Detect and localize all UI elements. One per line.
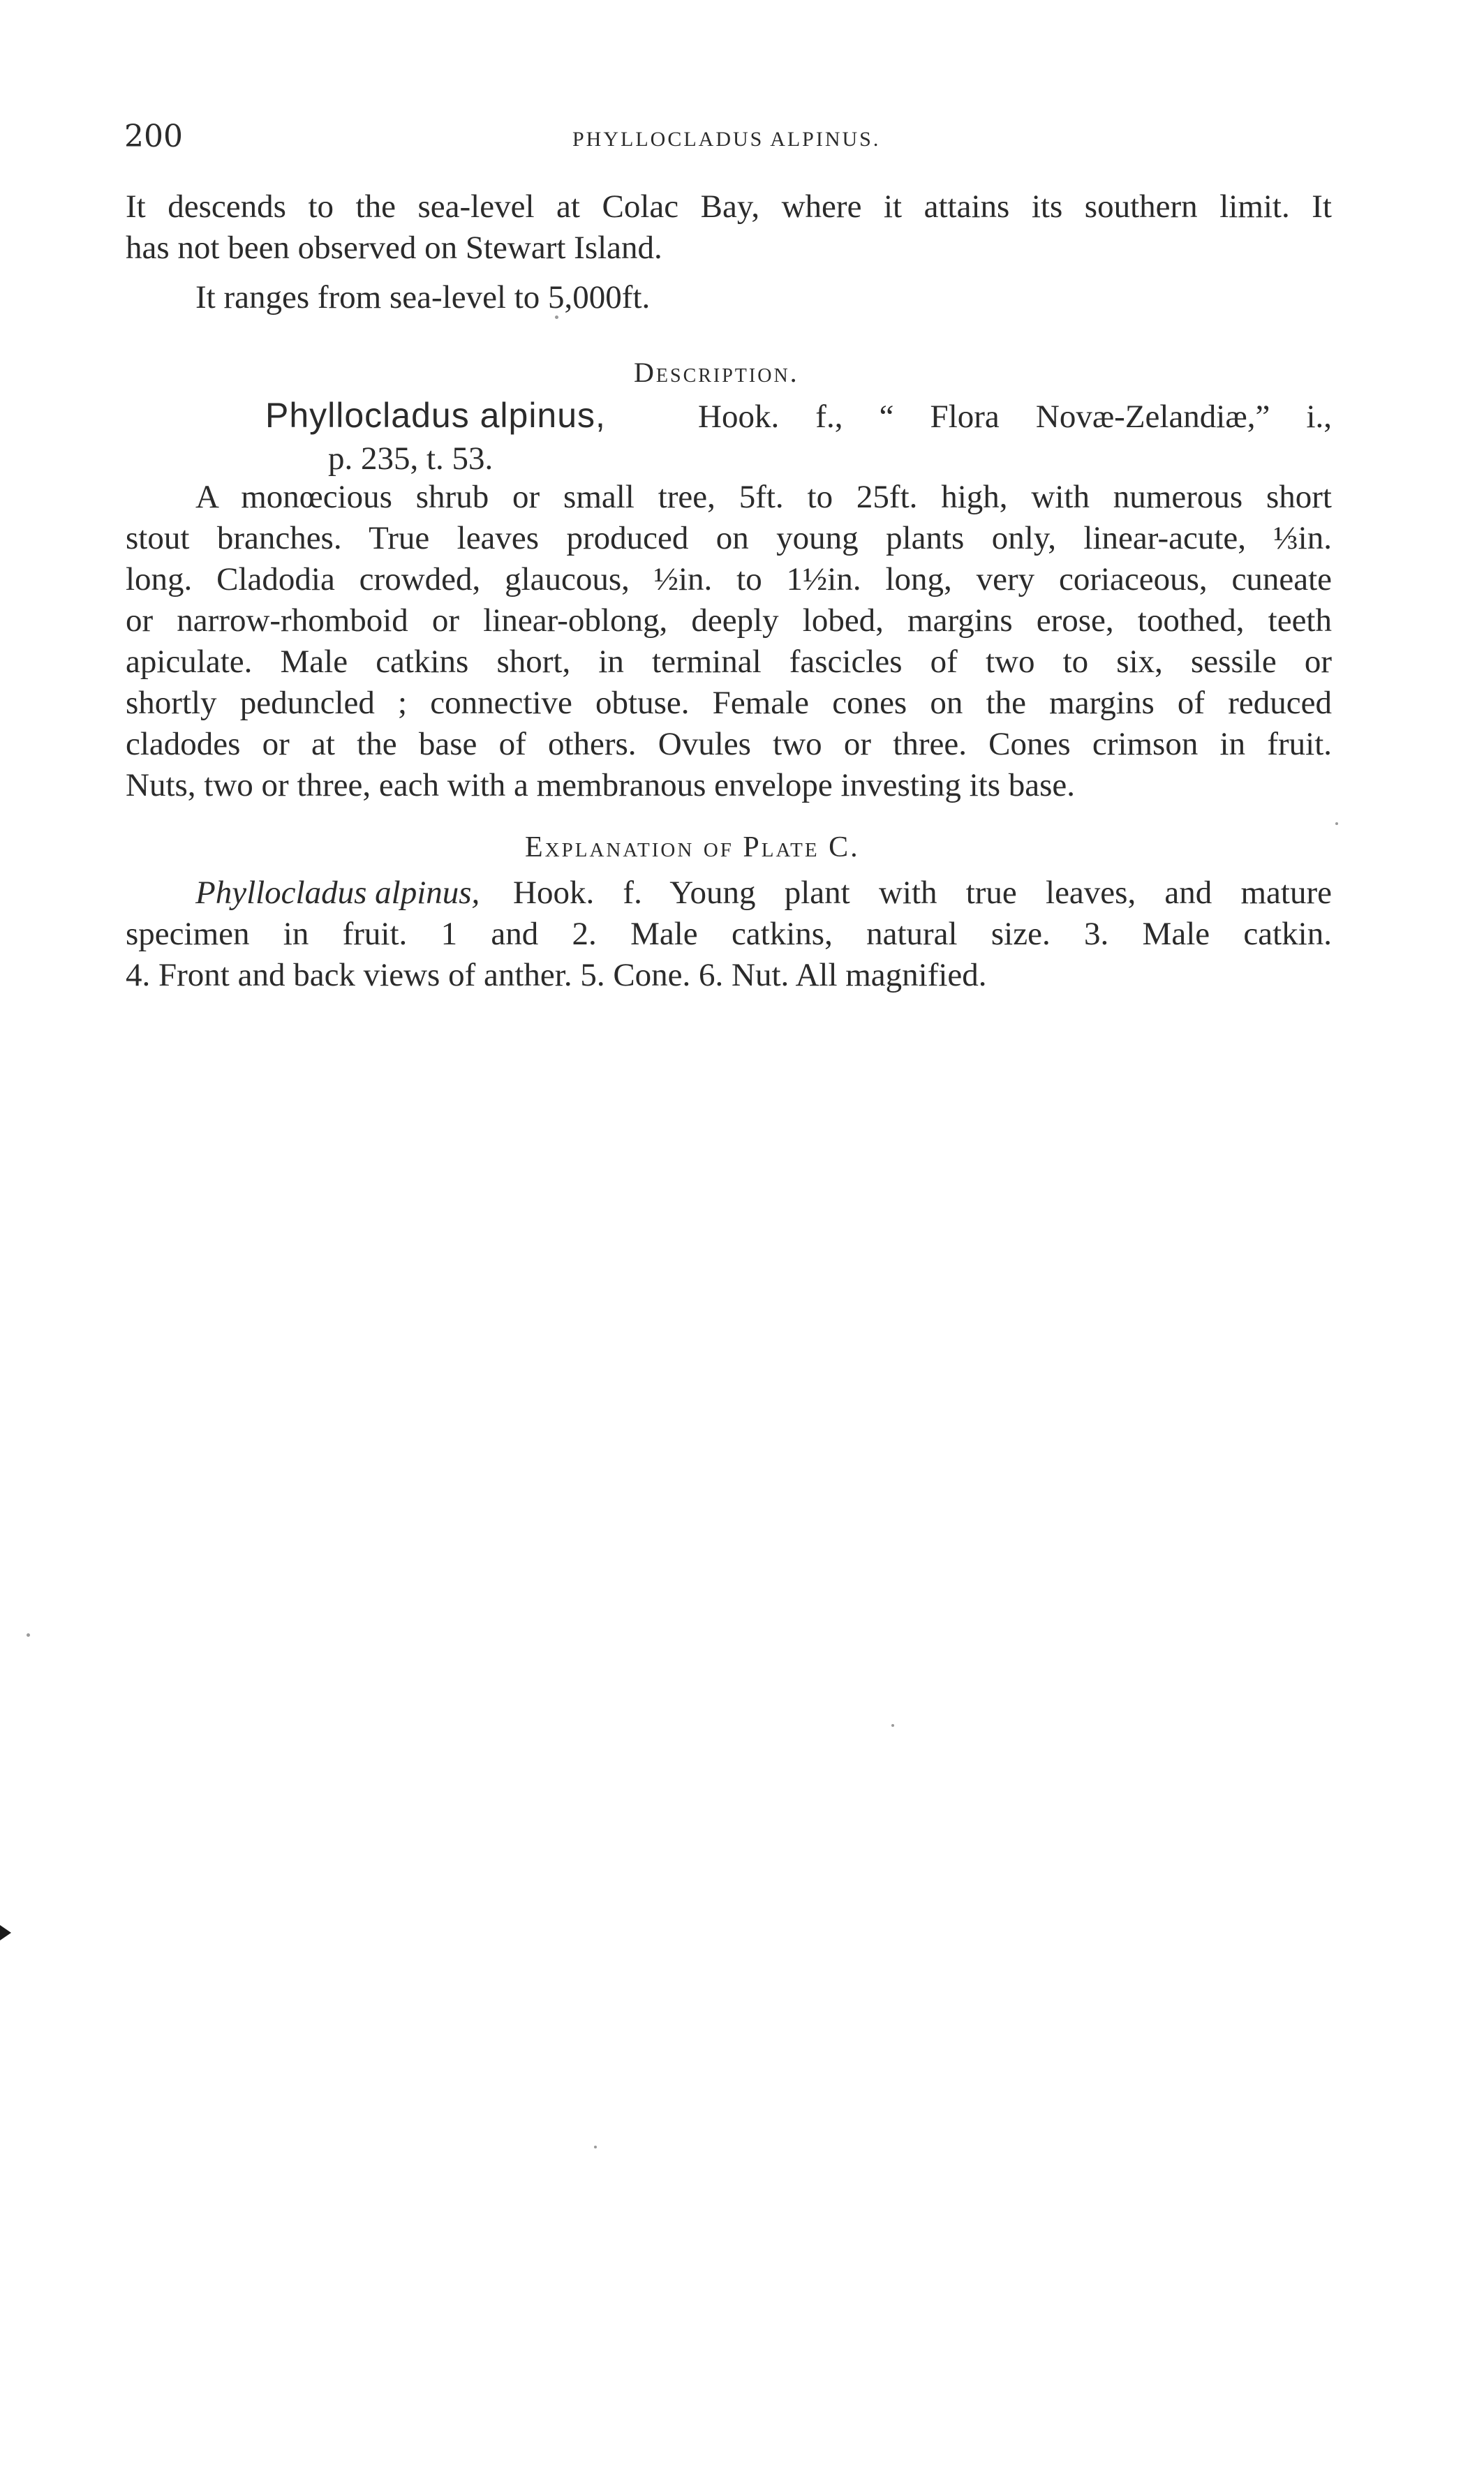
species-citation-ref: p. 235, t. 53. xyxy=(328,440,494,477)
species-citation: Hook. f., “ Flora Novæ-Zelandiæ,” i., xyxy=(698,399,1332,435)
description-line: long. Cladodia crowded, glaucous, ½in. to 1½in. long, very coriaceous, cuneate xyxy=(126,561,1332,597)
description-line: A monœcious shrub or small tree, 5ft. to 25ft. high, with numerous short xyxy=(195,479,1332,515)
description-line: shortly peduncled ; connective obtuse. Female cones on the margins of reduced xyxy=(126,685,1332,721)
scan-speck xyxy=(594,2146,597,2148)
description-line: cladodes or at the base of others. Ovules two or three. Cones crimson in fruit. xyxy=(126,726,1332,762)
scan-speck xyxy=(1335,822,1338,825)
scan-speck xyxy=(891,1724,894,1727)
explanation-line-3: 4. Front and back views of anther. 5. Cone. 6. Nut. All magnified. xyxy=(126,957,987,993)
explanation-line-1: Hook. f. Young plant with true leaves, and mature xyxy=(513,875,1332,911)
explanation-heading: Explanation of Plate C. xyxy=(525,831,860,863)
intro-line-2: has not been observed on Stewart Island. xyxy=(126,230,662,266)
description-line: stout branches. True leaves produced on young plants only, linear-acute, ⅓in. xyxy=(126,520,1332,556)
description-line: or narrow-rhomboid or linear-oblong, deeply lobed, margins erose, toothed, teeth xyxy=(126,602,1332,639)
explanation-species: Phyllocladus alpinus, xyxy=(195,875,480,911)
description-line: Nuts, two or three, each with a membranous envelope investing its base. xyxy=(126,767,1076,803)
page-number: 200 xyxy=(124,119,183,154)
scan-speck xyxy=(555,315,558,319)
species-name: Phyllocladus alpinus, xyxy=(265,396,606,435)
description-line: apiculate. Male catkins short, in terminal fascicles of two to six, sessile or xyxy=(126,644,1332,680)
intro-line-3: It ranges from sea-level to 5,000ft. xyxy=(195,279,651,315)
scan-speck xyxy=(27,1633,30,1637)
edge-arrow-mark xyxy=(0,1925,11,1940)
description-heading: Description. xyxy=(634,357,799,388)
explanation-line-2: specimen in fruit. 1 and 2. Male catkins, natural size. 3. Male catkin. xyxy=(126,916,1332,952)
running-title: PHYLLOCLADUS ALPINUS. xyxy=(572,128,881,151)
intro-line-1: It descends to the sea-level at Colac Bay, where it attains its southern limit. It xyxy=(126,188,1332,225)
